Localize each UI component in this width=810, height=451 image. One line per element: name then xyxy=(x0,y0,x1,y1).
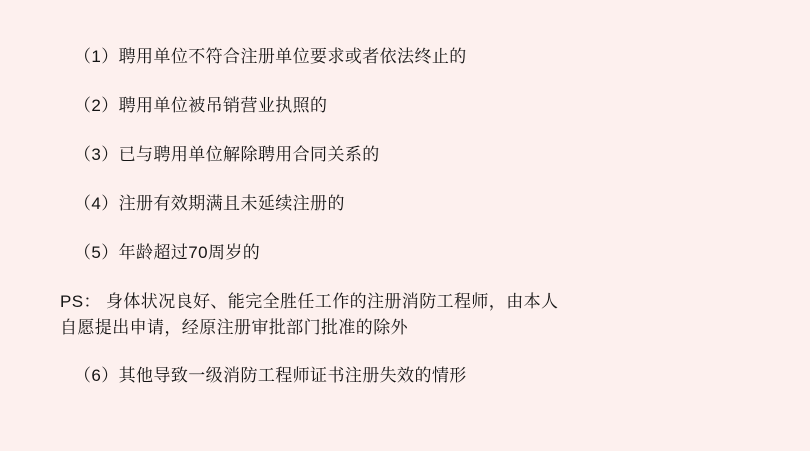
note-line-1: PS： 身体状况良好、能完全胜任工作的注册消防工程师，由本人 xyxy=(60,292,559,311)
list-item: （4）注册有效期满且未延续注册的 xyxy=(74,194,345,213)
note-line-2: 自愿提出申请，经原注册审批部门批准的除外 xyxy=(60,318,408,337)
list-item: （6）其他导致一级消防工程师证书注册失效的情形 xyxy=(74,366,467,385)
list-item: （3）已与聘用单位解除聘用合同关系的 xyxy=(74,145,380,164)
note-block xyxy=(60,289,750,341)
list-item: （1）聘用单位不符合注册单位要求或者依法终止的 xyxy=(74,47,467,66)
list-item: （2）聘用单位被吊销营业执照的 xyxy=(74,96,328,115)
list-item: （5）年龄超过70周岁的 xyxy=(74,243,261,262)
